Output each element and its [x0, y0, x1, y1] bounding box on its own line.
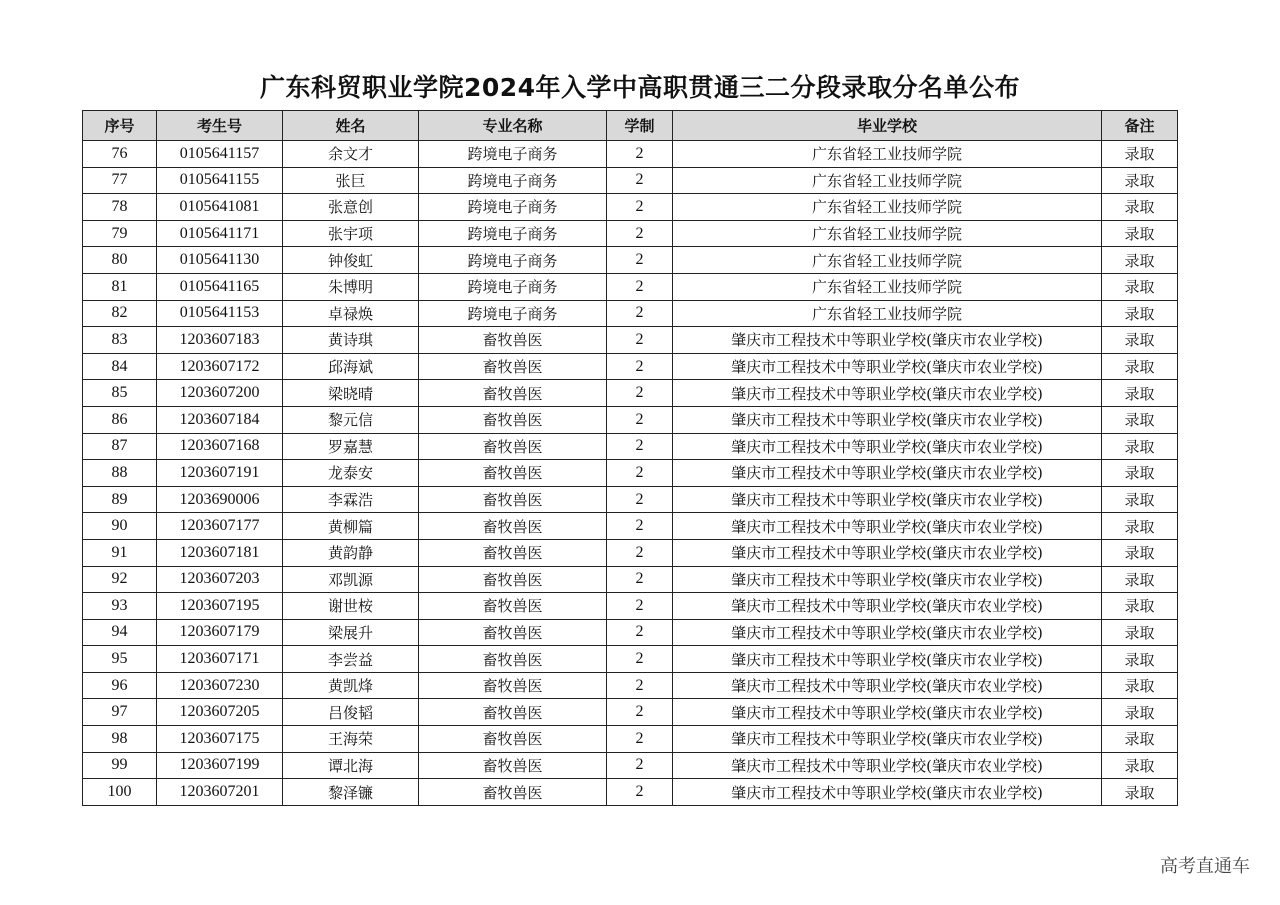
cell-major: 畜牧兽医 — [419, 433, 607, 460]
cell-major: 畜牧兽医 — [419, 539, 607, 566]
table-row — [83, 327, 1178, 354]
cell-index: 93 — [83, 593, 157, 620]
cell-name: 张意创 — [283, 194, 419, 221]
cell-major: 畜牧兽医 — [419, 513, 607, 540]
cell-school: 肇庆市工程技术中等职业学校(肇庆市农业学校) — [673, 486, 1102, 513]
cell-major: 畜牧兽医 — [419, 486, 607, 513]
cell-name: 黎元信 — [283, 406, 419, 433]
cell-school: 广东省轻工业技师学院 — [673, 194, 1102, 221]
cell-exam-number: 0105641157 — [157, 141, 283, 168]
cell-exam-number: 0105641153 — [157, 300, 283, 327]
cell-major: 畜牧兽医 — [419, 752, 607, 779]
page-title: 广东科贸职业学院2024年入学中高职贯通三二分段录取分名单公布 — [259, 73, 1021, 102]
cell-note: 录取 — [1102, 619, 1178, 646]
cell-duration: 2 — [607, 726, 673, 753]
cell-exam-number: 1203607230 — [157, 672, 283, 699]
cell-major: 跨境电子商务 — [419, 273, 607, 300]
cell-major: 畜牧兽医 — [419, 646, 607, 673]
cell-name: 龙泰安 — [283, 460, 419, 487]
cell-name: 黄柳篇 — [283, 513, 419, 540]
cell-index: 85 — [83, 380, 157, 407]
cell-index: 82 — [83, 300, 157, 327]
cell-major: 畜牧兽医 — [419, 699, 607, 726]
cell-note: 录取 — [1102, 273, 1178, 300]
cell-school: 肇庆市工程技术中等职业学校(肇庆市农业学校) — [673, 699, 1102, 726]
cell-index: 94 — [83, 619, 157, 646]
cell-index: 90 — [83, 513, 157, 540]
table-row — [83, 672, 1178, 699]
cell-exam-number: 0105641165 — [157, 273, 283, 300]
cell-major: 跨境电子商务 — [419, 220, 607, 247]
cell-school: 肇庆市工程技术中等职业学校(肇庆市农业学校) — [673, 327, 1102, 354]
cell-name: 谢世桉 — [283, 593, 419, 620]
cell-index: 79 — [83, 220, 157, 247]
cell-major: 畜牧兽医 — [419, 380, 607, 407]
cell-duration: 2 — [607, 539, 673, 566]
table-row — [83, 273, 1178, 300]
cell-note: 录取 — [1102, 300, 1178, 327]
cell-duration: 2 — [607, 327, 673, 354]
cell-name: 卓禄焕 — [283, 300, 419, 327]
cell-name: 朱博明 — [283, 273, 419, 300]
cell-exam-number: 0105641171 — [157, 220, 283, 247]
cell-note: 录取 — [1102, 353, 1178, 380]
cell-exam-number: 1203607199 — [157, 752, 283, 779]
cell-school: 广东省轻工业技师学院 — [673, 141, 1102, 168]
header-major: 专业名称 — [419, 111, 607, 141]
cell-index: 91 — [83, 539, 157, 566]
cell-index: 98 — [83, 726, 157, 753]
cell-note: 录取 — [1102, 752, 1178, 779]
cell-school: 肇庆市工程技术中等职业学校(肇庆市农业学校) — [673, 619, 1102, 646]
cell-major: 畜牧兽医 — [419, 593, 607, 620]
table-header-row — [83, 111, 1178, 141]
cell-note: 录取 — [1102, 406, 1178, 433]
cell-note: 录取 — [1102, 646, 1178, 673]
cell-note: 录取 — [1102, 539, 1178, 566]
cell-name: 梁晓晴 — [283, 380, 419, 407]
cell-name: 黄韵静 — [283, 539, 419, 566]
cell-exam-number: 0105641155 — [157, 167, 283, 194]
cell-duration: 2 — [607, 220, 673, 247]
cell-exam-number: 1203607177 — [157, 513, 283, 540]
cell-major: 畜牧兽医 — [419, 327, 607, 354]
cell-exam-number: 1203690006 — [157, 486, 283, 513]
cell-exam-number: 1203607171 — [157, 646, 283, 673]
cell-major: 畜牧兽医 — [419, 672, 607, 699]
cell-school: 肇庆市工程技术中等职业学校(肇庆市农业学校) — [673, 752, 1102, 779]
cell-exam-number: 1203607168 — [157, 433, 283, 460]
cell-name: 邱海斌 — [283, 353, 419, 380]
cell-note: 录取 — [1102, 486, 1178, 513]
table-row — [83, 167, 1178, 194]
cell-exam-number: 0105641130 — [157, 247, 283, 274]
cell-exam-number: 1203607191 — [157, 460, 283, 487]
table-row — [83, 247, 1178, 274]
cell-name: 张宇项 — [283, 220, 419, 247]
cell-school: 肇庆市工程技术中等职业学校(肇庆市农业学校) — [673, 672, 1102, 699]
cell-index: 92 — [83, 566, 157, 593]
header-exam-number: 考生号 — [157, 111, 283, 141]
cell-index: 80 — [83, 247, 157, 274]
cell-note: 录取 — [1102, 593, 1178, 620]
cell-major: 畜牧兽医 — [419, 566, 607, 593]
cell-duration: 2 — [607, 406, 673, 433]
table-row — [83, 194, 1178, 221]
cell-index: 87 — [83, 433, 157, 460]
cell-school: 肇庆市工程技术中等职业学校(肇庆市农业学校) — [673, 513, 1102, 540]
cell-exam-number: 1203607184 — [157, 406, 283, 433]
cell-major: 畜牧兽医 — [419, 726, 607, 753]
cell-name: 余文才 — [283, 141, 419, 168]
header-school: 毕业学校 — [673, 111, 1102, 141]
cell-exam-number: 1203607183 — [157, 327, 283, 354]
cell-school: 广东省轻工业技师学院 — [673, 220, 1102, 247]
cell-name: 梁展升 — [283, 619, 419, 646]
cell-note: 录取 — [1102, 672, 1178, 699]
cell-name: 罗嘉慧 — [283, 433, 419, 460]
cell-note: 录取 — [1102, 779, 1178, 806]
table-row — [83, 566, 1178, 593]
cell-index: 96 — [83, 672, 157, 699]
cell-school: 肇庆市工程技术中等职业学校(肇庆市农业学校) — [673, 566, 1102, 593]
cell-duration: 2 — [607, 566, 673, 593]
cell-index: 95 — [83, 646, 157, 673]
cell-name: 吕俊韬 — [283, 699, 419, 726]
cell-school: 肇庆市工程技术中等职业学校(肇庆市农业学校) — [673, 646, 1102, 673]
admission-table — [82, 110, 1178, 806]
cell-name: 李尝益 — [283, 646, 419, 673]
cell-name: 谭北海 — [283, 752, 419, 779]
table-row — [83, 380, 1178, 407]
cell-duration: 2 — [607, 273, 673, 300]
cell-duration: 2 — [607, 699, 673, 726]
cell-duration: 2 — [607, 619, 673, 646]
cell-name: 黄凯烽 — [283, 672, 419, 699]
cell-duration: 2 — [607, 433, 673, 460]
cell-duration: 2 — [607, 672, 673, 699]
table-row — [83, 486, 1178, 513]
cell-school: 肇庆市工程技术中等职业学校(肇庆市农业学校) — [673, 380, 1102, 407]
cell-index: 88 — [83, 460, 157, 487]
table-row — [83, 539, 1178, 566]
cell-index: 84 — [83, 353, 157, 380]
table-row — [83, 433, 1178, 460]
cell-major: 跨境电子商务 — [419, 247, 607, 274]
cell-school: 广东省轻工业技师学院 — [673, 273, 1102, 300]
cell-name: 王海荣 — [283, 726, 419, 753]
cell-name: 邓凯源 — [283, 566, 419, 593]
table-row — [83, 353, 1178, 380]
table-row — [83, 300, 1178, 327]
cell-exam-number: 1203607200 — [157, 380, 283, 407]
cell-name: 李霖浩 — [283, 486, 419, 513]
table-row — [83, 646, 1178, 673]
cell-major: 畜牧兽医 — [419, 779, 607, 806]
table-row — [83, 779, 1178, 806]
cell-school: 肇庆市工程技术中等职业学校(肇庆市农业学校) — [673, 353, 1102, 380]
cell-note: 录取 — [1102, 194, 1178, 221]
table-row — [83, 406, 1178, 433]
cell-major: 畜牧兽医 — [419, 353, 607, 380]
cell-duration: 2 — [607, 141, 673, 168]
cell-note: 录取 — [1102, 167, 1178, 194]
cell-school: 肇庆市工程技术中等职业学校(肇庆市农业学校) — [673, 593, 1102, 620]
table-body — [83, 141, 1178, 806]
table-row — [83, 593, 1178, 620]
cell-name: 张巨 — [283, 167, 419, 194]
cell-duration: 2 — [607, 300, 673, 327]
watermark: 高考直通车 — [1160, 856, 1250, 877]
cell-duration: 2 — [607, 593, 673, 620]
cell-note: 录取 — [1102, 513, 1178, 540]
cell-name: 黄诗琪 — [283, 327, 419, 354]
cell-duration: 2 — [607, 646, 673, 673]
cell-major: 畜牧兽医 — [419, 460, 607, 487]
cell-note: 录取 — [1102, 699, 1178, 726]
header-duration: 学制 — [607, 111, 673, 141]
cell-note: 录取 — [1102, 380, 1178, 407]
cell-school: 肇庆市工程技术中等职业学校(肇庆市农业学校) — [673, 539, 1102, 566]
cell-name: 黎泽镰 — [283, 779, 419, 806]
cell-index: 78 — [83, 194, 157, 221]
cell-major: 畜牧兽医 — [419, 406, 607, 433]
cell-duration: 2 — [607, 194, 673, 221]
table-row — [83, 752, 1178, 779]
cell-duration: 2 — [607, 779, 673, 806]
cell-exam-number: 1203607175 — [157, 726, 283, 753]
cell-index: 99 — [83, 752, 157, 779]
cell-index: 86 — [83, 406, 157, 433]
cell-note: 录取 — [1102, 220, 1178, 247]
cell-school: 广东省轻工业技师学院 — [673, 300, 1102, 327]
cell-index: 100 — [83, 779, 157, 806]
table-row — [83, 141, 1178, 168]
cell-duration: 2 — [607, 460, 673, 487]
cell-index: 76 — [83, 141, 157, 168]
cell-exam-number: 1203607205 — [157, 699, 283, 726]
cell-note: 录取 — [1102, 141, 1178, 168]
cell-index: 77 — [83, 167, 157, 194]
cell-major: 畜牧兽医 — [419, 619, 607, 646]
table-row — [83, 460, 1178, 487]
header-index: 序号 — [83, 111, 157, 141]
cell-exam-number: 1203607201 — [157, 779, 283, 806]
cell-duration: 2 — [607, 380, 673, 407]
cell-exam-number: 1203607203 — [157, 566, 283, 593]
cell-note: 录取 — [1102, 460, 1178, 487]
cell-index: 83 — [83, 327, 157, 354]
cell-exam-number: 1203607179 — [157, 619, 283, 646]
cell-school: 肇庆市工程技术中等职业学校(肇庆市农业学校) — [673, 726, 1102, 753]
header-name: 姓名 — [283, 111, 419, 141]
cell-school: 肇庆市工程技术中等职业学校(肇庆市农业学校) — [673, 460, 1102, 487]
cell-index: 97 — [83, 699, 157, 726]
cell-major: 跨境电子商务 — [419, 141, 607, 168]
cell-major: 跨境电子商务 — [419, 194, 607, 221]
cell-duration: 2 — [607, 247, 673, 274]
cell-note: 录取 — [1102, 566, 1178, 593]
cell-exam-number: 1203607172 — [157, 353, 283, 380]
table-row — [83, 726, 1178, 753]
cell-school: 肇庆市工程技术中等职业学校(肇庆市农业学校) — [673, 779, 1102, 806]
cell-name: 钟俊虹 — [283, 247, 419, 274]
cell-duration: 2 — [607, 513, 673, 540]
cell-school: 广东省轻工业技师学院 — [673, 167, 1102, 194]
header-note: 备注 — [1102, 111, 1178, 141]
cell-school: 广东省轻工业技师学院 — [673, 247, 1102, 274]
cell-index: 81 — [83, 273, 157, 300]
table-row — [83, 619, 1178, 646]
table-row — [83, 220, 1178, 247]
cell-exam-number: 0105641081 — [157, 194, 283, 221]
cell-major: 跨境电子商务 — [419, 300, 607, 327]
cell-major: 跨境电子商务 — [419, 167, 607, 194]
cell-note: 录取 — [1102, 433, 1178, 460]
cell-note: 录取 — [1102, 726, 1178, 753]
cell-duration: 2 — [607, 167, 673, 194]
cell-duration: 2 — [607, 486, 673, 513]
table-row — [83, 699, 1178, 726]
cell-school: 肇庆市工程技术中等职业学校(肇庆市农业学校) — [673, 406, 1102, 433]
cell-exam-number: 1203607181 — [157, 539, 283, 566]
cell-duration: 2 — [607, 752, 673, 779]
cell-index: 89 — [83, 486, 157, 513]
cell-school: 肇庆市工程技术中等职业学校(肇庆市农业学校) — [673, 433, 1102, 460]
cell-duration: 2 — [607, 353, 673, 380]
table-row — [83, 513, 1178, 540]
cell-note: 录取 — [1102, 247, 1178, 274]
cell-note: 录取 — [1102, 327, 1178, 354]
cell-exam-number: 1203607195 — [157, 593, 283, 620]
